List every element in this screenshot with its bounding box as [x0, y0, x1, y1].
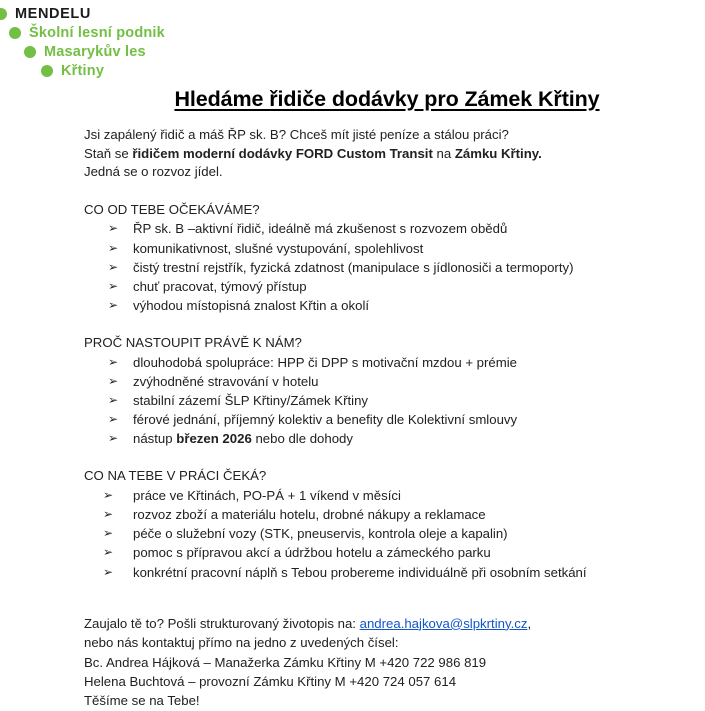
- section-work-duties: [84, 467, 684, 582]
- section-heading-work-duties: CO NA TEBE V PRÁCI ČEKÁ?: [84, 468, 267, 484]
- contact-line-cv: [84, 614, 684, 633]
- logo-text-skolni-lesni-podnik: Školní lesní podnik: [29, 24, 165, 41]
- list-item-label: chuť pracovat, týmový přístup: [133, 278, 307, 294]
- bullet-list-work-duties: [84, 486, 684, 582]
- list-item: [84, 353, 684, 372]
- arrow-bullet-icon: ➢: [103, 564, 114, 579]
- bullet-list-expectations: [84, 219, 684, 315]
- list-item-label: práce ve Křtinách, PO-PÁ + 1 víkend v měsíci: [133, 487, 401, 503]
- contact-cv-prefix: Zaujalo tě to? Pošli strukturovaný životopis na:: [84, 615, 360, 631]
- section-heading-expectations: CO OD TEBE OČEKÁVÁME?: [84, 201, 260, 217]
- arrow-bullet-icon: ➢: [108, 259, 119, 274]
- circle-icon: [0, 8, 7, 20]
- list-item-label: komunikativnost, slušné vystupování, spolehlivost: [133, 240, 424, 256]
- list-item: [84, 505, 684, 524]
- circle-icon: [9, 27, 21, 39]
- list-item: [84, 258, 684, 277]
- arrow-bullet-icon: ➢: [108, 221, 119, 236]
- email-link[interactable]: andrea.hajkova@slpkrtiny.cz: [359, 615, 528, 631]
- intro-line-2-bold-role: řidičem moderní dodávky FORD Custom Transit: [132, 145, 433, 161]
- logo-line-mendelu: [0, 4, 260, 23]
- contact-cv-suffix: ,: [527, 615, 532, 631]
- arrow-bullet-icon: ➢: [108, 412, 119, 427]
- intro-line-1: Jsi zapálený řidič a máš ŘP sk. B? Chceš mít jisté peníze a stálou práci?: [84, 127, 509, 142]
- intro-line-2-bold-place: Zámku Křtiny.: [454, 145, 542, 161]
- circle-icon: [24, 46, 36, 58]
- bullet-list-why-join-us: [84, 353, 684, 449]
- arrow-bullet-icon: ➢: [103, 526, 114, 541]
- logo-text-masarykuv-les: Masarykův les: [44, 43, 146, 60]
- intro-paragraph: [84, 126, 684, 182]
- list-item-label: stabilní zázemí ŠLP Křtiny/Zámek Křtiny: [133, 392, 369, 408]
- list-item-label: péče o služební vozy (STK, pneuservis, kontrola oleje a kapalin): [133, 526, 508, 542]
- list-item: [84, 543, 684, 562]
- list-item: [84, 239, 684, 258]
- list-item: [84, 429, 684, 448]
- contact-line-closing: Těšíme se na Tebe!: [84, 693, 200, 709]
- logo-line-krtiny: [41, 61, 260, 80]
- contact-line-person-1: Bc. Andrea Hájková – Manažerka Zámku Křtiny M +420 722 986 819: [84, 654, 487, 670]
- logo-text-mendelu: MENDELU: [15, 5, 91, 22]
- circle-icon: [41, 65, 53, 77]
- list-item-label: ŘP sk. B –aktivní řidič, ideálně má zkušenost s rozvozem obědů: [133, 221, 508, 237]
- section-heading-why-join-us: PROČ NASTOUPIT PRÁVĚ K NÁM?: [84, 334, 302, 350]
- intro-line-2-pre: Staň se: [84, 145, 133, 161]
- list-item-label-bold-start-date: březen 2026: [176, 431, 252, 447]
- logo-text-krtiny: Křtiny: [61, 62, 105, 79]
- list-item: [84, 391, 684, 410]
- list-item-label-pre: nástup: [133, 431, 177, 447]
- intro-line-2: [84, 145, 684, 164]
- arrow-bullet-icon: ➢: [103, 545, 114, 560]
- list-item: [84, 524, 684, 543]
- arrow-bullet-icon: ➢: [103, 487, 114, 502]
- arrow-bullet-icon: ➢: [108, 373, 119, 388]
- logo-line-masarykuv-les: [24, 42, 260, 61]
- contact-line-phones-intro: nebo nás kontaktuj přímo na jedno z uvedených čísel:: [84, 635, 399, 651]
- list-item: [84, 219, 684, 238]
- job-posting-document: [84, 86, 684, 711]
- arrow-bullet-icon: ➢: [108, 298, 119, 313]
- list-item: [84, 296, 684, 315]
- list-item-label: rozvoz zboží a materiálu hotelu, drobné nákupy a reklamace: [133, 506, 486, 522]
- page-title: Hledáme řidiče dodávky pro Zámek Křtiny: [174, 87, 600, 111]
- arrow-bullet-icon: ➢: [108, 392, 119, 407]
- arrow-bullet-icon: ➢: [108, 278, 119, 293]
- list-item: [84, 486, 684, 505]
- list-item-label: výhodou místopisná znalost Křtin a okolí: [133, 298, 370, 314]
- list-item-label-post: nebo dle dohody: [251, 431, 353, 447]
- intro-line-3: Jedná se o rozvoz jídel.: [84, 164, 223, 180]
- list-item-label: pomoc s přípravou akcí a údržbou hotelu a zámeckého parku: [133, 545, 491, 561]
- list-item: [84, 410, 684, 429]
- list-item-label: čistý trestní rejstřík, fyzická zdatnost (manipulace s jídlonosiči a termoporty): [133, 259, 574, 275]
- list-item-label: férové jednání, příjemný kolektiv a benefity dle Kolektivní smlouvy: [133, 412, 518, 428]
- section-why-join-us: [84, 334, 684, 449]
- intro-line-2-mid: na: [432, 145, 455, 161]
- contact-line-person-2: Helena Buchtová – provozní Zámku Křtiny M +420 724 057 614: [84, 673, 457, 689]
- arrow-bullet-icon: ➢: [108, 354, 119, 369]
- section-expectations: [84, 201, 684, 316]
- arrow-bullet-icon: ➢: [108, 431, 119, 446]
- list-item-label: dlouhodobá spolupráce: HPP či DPP s motivační mzdou + prémie: [133, 354, 517, 370]
- arrow-bullet-icon: ➢: [103, 506, 114, 521]
- list-item: [84, 563, 684, 582]
- list-item-label: zvýhodněné stravování v hotelu: [133, 373, 319, 389]
- list-item: [84, 277, 684, 296]
- arrow-bullet-icon: ➢: [108, 240, 119, 255]
- list-item: [84, 372, 684, 391]
- list-item-label: konkrétní pracovní náplň s Tebou probereme individuálně při osobním setkání: [133, 564, 587, 580]
- contact-block: [84, 614, 684, 711]
- mendelu-logo: [0, 4, 260, 80]
- logo-line-skolni-lesni-podnik: [9, 23, 260, 42]
